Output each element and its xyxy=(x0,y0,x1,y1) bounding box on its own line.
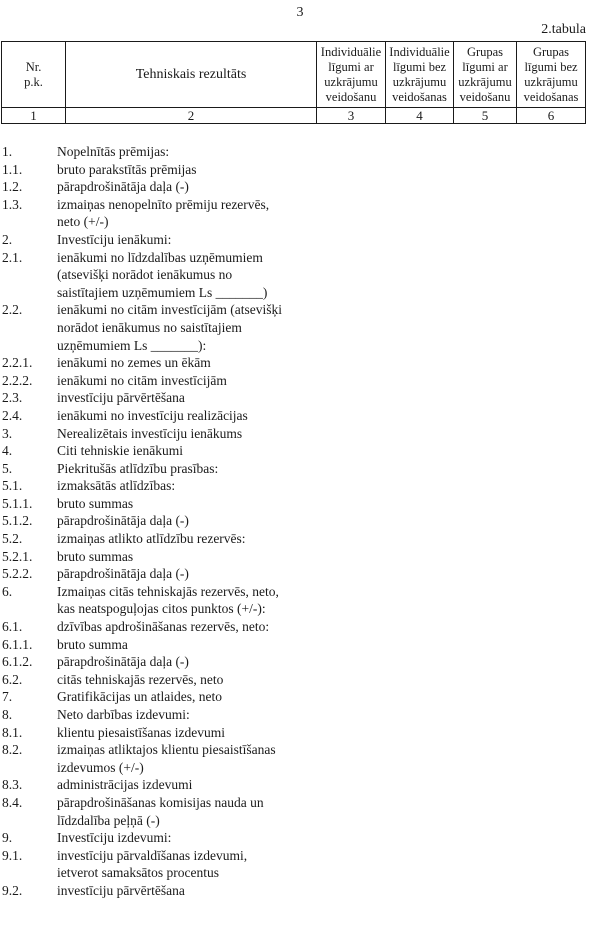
line-item xyxy=(0,565,600,583)
line-item xyxy=(0,495,600,513)
line-item xyxy=(0,196,600,231)
line-item-text: izmaiņas atlikto atlīdzību rezervēs: xyxy=(57,531,246,547)
line-item-text: ienākumi no citām investīcijām (atsevišķi norādot ienākumus no saistītajiem uzņēmumiem Ls _______): xyxy=(57,302,282,353)
line-item xyxy=(0,776,600,794)
column-individual-without-header: Individuālie līgumi bez uzkrājumu veidošanas xyxy=(386,42,454,108)
line-item-text: investīciju pārvērtēšana xyxy=(57,882,185,898)
line-item-text: ienākumi no līdzdalības uzņēmumiem (atsevišķi norādot ienākumus no saistītajiem uzņēmumiem Ls _______) xyxy=(57,249,268,300)
line-item-number: 9.2. xyxy=(2,882,23,898)
line-item xyxy=(0,389,600,407)
line-item-text: ienākumi no zemes un ēkām xyxy=(57,355,211,371)
line-item xyxy=(0,442,600,460)
line-item-number: 6.1.2. xyxy=(2,654,33,670)
line-item xyxy=(0,161,600,179)
column-individual-with-header: Individuālie līgumi ar uzkrājumu veidošanu xyxy=(317,42,386,108)
line-item-number: 5.2. xyxy=(2,531,23,547)
line-item-text: Investīciju ienākumi: xyxy=(57,231,172,247)
line-item-number: 8.4. xyxy=(2,794,23,810)
column-group-with-header: Grupas līgumi ar uzkrājumu veidošanu xyxy=(454,42,517,108)
line-item-number: 7. xyxy=(2,689,13,705)
line-item-number: 2.2. xyxy=(2,302,23,318)
line-item-text: izmaksātās atlīdzības: xyxy=(57,478,176,494)
line-item-number: 1.3. xyxy=(2,196,23,212)
line-item xyxy=(0,583,600,618)
line-item-text: Citi tehniskie ienākumi xyxy=(57,443,183,459)
line-item-text: bruto summas xyxy=(57,495,134,511)
line-item-number: 8.2. xyxy=(2,742,23,758)
line-item-number: 2.3. xyxy=(2,390,23,406)
line-items-list xyxy=(0,143,600,900)
line-item-number: 2.2.2. xyxy=(2,372,33,388)
line-item xyxy=(0,249,600,302)
line-item xyxy=(0,512,600,530)
line-item xyxy=(0,407,600,425)
line-item-number: 5.2.2. xyxy=(2,566,33,582)
line-item-number: 5. xyxy=(2,460,13,476)
line-item-text: bruto summas xyxy=(57,548,134,564)
line-item-number: 4. xyxy=(2,443,13,459)
line-item-text: Piekritušās atlīdzību prasības: xyxy=(57,460,219,476)
line-item-text: pārapdrošinātāja daļa (-) xyxy=(57,654,189,670)
line-item-number: 6.2. xyxy=(2,671,23,687)
line-item-number: 6.1. xyxy=(2,619,23,635)
column-number: 2 xyxy=(66,108,317,124)
column-result-header: Tehniskais rezultāts xyxy=(66,42,317,108)
line-item-number: 5.1.2. xyxy=(2,513,33,529)
line-item-text: Nopelnītās prēmijas: xyxy=(57,144,170,159)
line-item xyxy=(0,794,600,829)
column-group-without-header: Grupas līgumi bez uzkrājumu veidošanas xyxy=(517,42,586,108)
line-item-number: 8. xyxy=(2,707,13,722)
line-item xyxy=(0,425,600,443)
line-item-number: 5.1. xyxy=(2,478,23,494)
line-item xyxy=(0,706,600,724)
line-item-number: 1.2. xyxy=(2,179,23,195)
line-item xyxy=(0,688,600,706)
table-label: 2.tabula xyxy=(541,22,586,37)
line-item xyxy=(0,724,600,742)
column-number: 5 xyxy=(454,108,517,124)
line-item xyxy=(0,301,600,354)
line-item-text: Gratifikācijas un atlaides, neto xyxy=(57,689,222,705)
line-item-text: Nerealizētais investīciju ienākums xyxy=(57,425,243,441)
line-item-number: 8.3. xyxy=(2,777,23,793)
line-item-number: 1.1. xyxy=(2,161,23,177)
line-item-text: administrācijas izdevumi xyxy=(57,777,193,793)
line-item-number: 2.1. xyxy=(2,249,23,265)
line-item-number: 5.1.1. xyxy=(2,495,33,511)
line-item-text: ienākumi no investīciju realizācijas xyxy=(57,407,248,423)
line-item-text: dzīvības apdrošināšanas rezervēs, neto: xyxy=(57,619,270,635)
column-number: 6 xyxy=(517,108,586,124)
line-item-number: 9. xyxy=(2,830,13,846)
line-item-text: klientu piesaistīšanas izdevumi xyxy=(57,724,225,740)
line-item-number: 1. xyxy=(2,144,13,159)
line-item xyxy=(0,460,600,478)
line-item xyxy=(0,178,600,196)
line-item-text: bruto summa xyxy=(57,636,128,652)
line-item xyxy=(0,741,600,776)
line-item-number: 5.2.1. xyxy=(2,548,33,564)
line-item-number: 2. xyxy=(2,231,13,247)
line-item-number: 3. xyxy=(2,425,13,441)
line-item-text: Neto darbības izdevumi: xyxy=(57,707,190,722)
line-item-text: pārapdrošinātāja daļa (-) xyxy=(57,566,189,582)
column-nr-header: Nr. p.k. xyxy=(2,42,66,108)
line-item xyxy=(0,354,600,372)
line-item xyxy=(0,618,600,636)
line-item xyxy=(0,477,600,495)
line-item xyxy=(0,636,600,654)
line-item-text: ienākumi no citām investīcijām xyxy=(57,372,227,388)
line-item-text: investīciju pārvaldīšanas izdevumi, ietverot samaksātos procentus xyxy=(57,847,248,881)
line-item-number: 9.1. xyxy=(2,847,23,863)
line-item xyxy=(0,231,600,249)
line-item-text: citās tehniskajās rezervēs, neto xyxy=(57,671,224,687)
line-item-text: pārapdrošinātāja daļa (-) xyxy=(57,179,189,195)
page-number: 3 xyxy=(296,5,304,20)
line-item-text: izmaiņas atliktajos klientu piesaistīšanas izdevumos (+/-) xyxy=(57,742,276,775)
line-item xyxy=(0,882,600,900)
line-item xyxy=(0,372,600,390)
line-item-number: 2.2.1. xyxy=(2,355,33,371)
column-header-table xyxy=(1,41,586,124)
line-item-text: bruto parakstītās prēmijas xyxy=(57,161,197,177)
line-item xyxy=(0,530,600,548)
line-item-text: pārapdrošināšanas komisijas nauda un līdzdalība peļņā (-) xyxy=(57,794,264,828)
line-item-number: 8.1. xyxy=(2,724,23,740)
line-item-text: izmaiņas nenopelnīto prēmiju rezervēs, neto (+/-) xyxy=(57,196,270,230)
line-item-text: Investīciju izdevumi: xyxy=(57,830,172,846)
line-item xyxy=(0,671,600,689)
line-item xyxy=(0,143,600,161)
line-item-text: Izmaiņas citās tehniskajās rezervēs, neto, kas neatspoguļojas citos punktos (+/-): xyxy=(57,583,279,617)
line-item xyxy=(0,829,600,847)
line-item-text: investīciju pārvērtēšana xyxy=(57,390,185,406)
line-item-number: 6.1.1. xyxy=(2,636,33,652)
line-item xyxy=(0,847,600,882)
line-item xyxy=(0,653,600,671)
line-item-number: 2.4. xyxy=(2,407,23,423)
line-item-text: pārapdrošinātāja daļa (-) xyxy=(57,513,189,529)
line-item xyxy=(0,548,600,566)
column-number: 1 xyxy=(2,108,66,124)
column-number: 3 xyxy=(317,108,386,124)
column-number: 4 xyxy=(386,108,454,124)
line-item-number: 6. xyxy=(2,583,13,599)
